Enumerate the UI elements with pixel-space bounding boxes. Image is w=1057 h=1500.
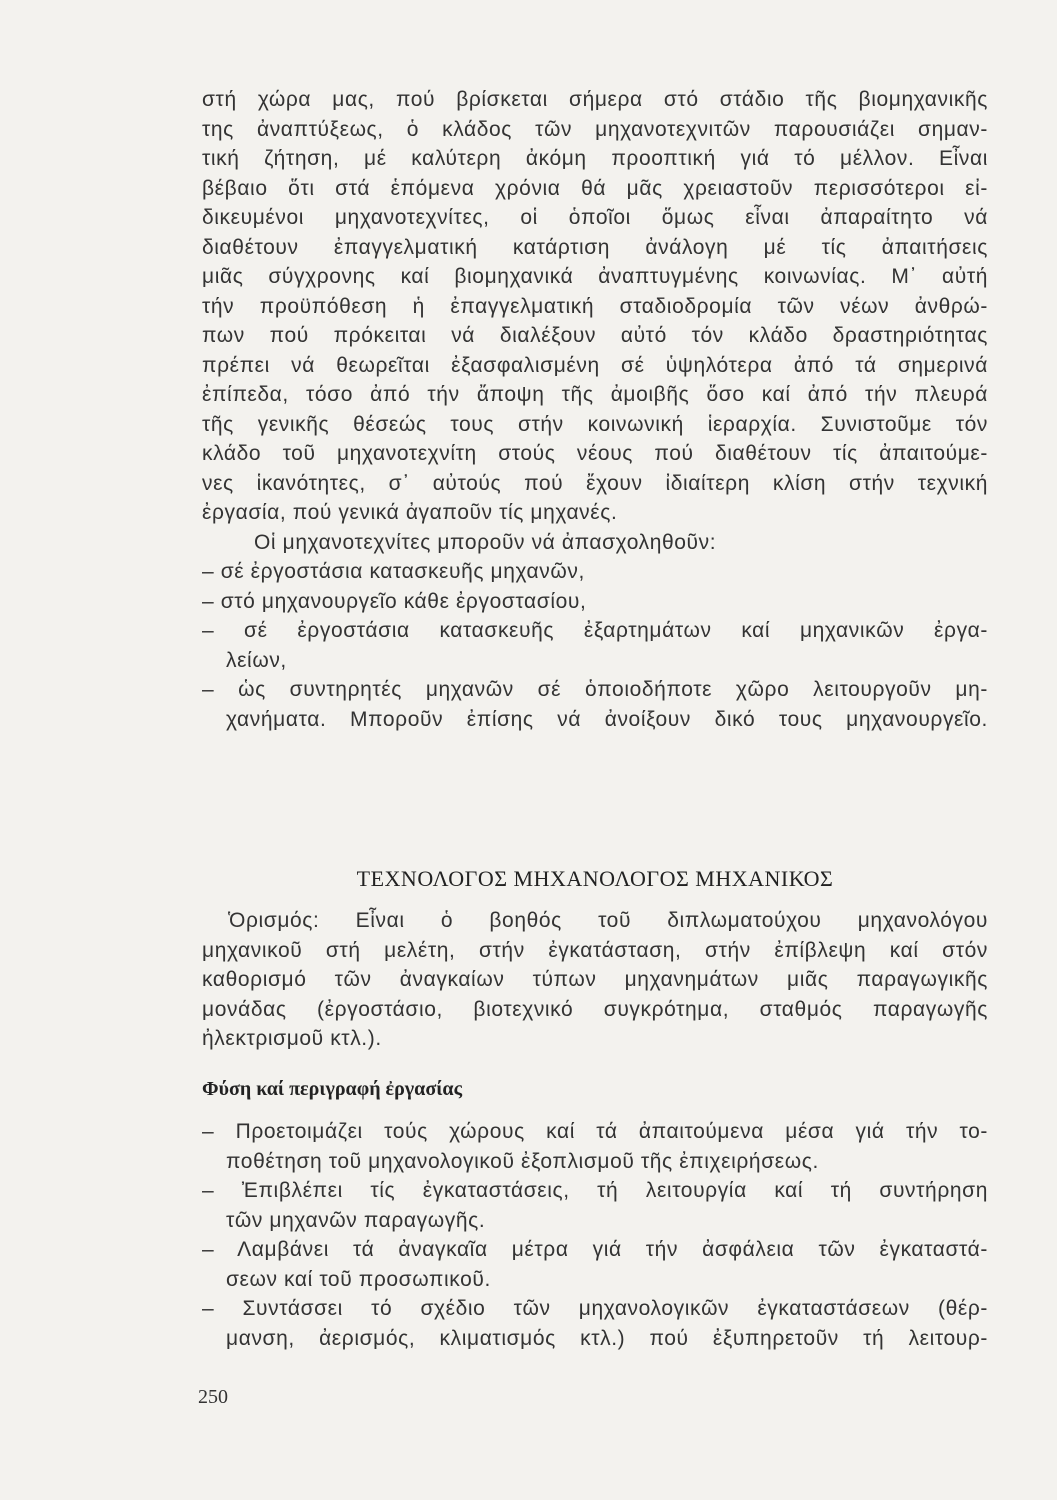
list-item <box>202 1294 988 1353</box>
list-item-line: χανήματα. Μποροῦν ἐπίσης νά ἀνοίξουν δικό τους μηχανουργεῖο. <box>226 707 988 731</box>
list-item-line: σεων καί τοῦ προσωπικοῦ. <box>226 1267 491 1291</box>
list-item <box>202 557 988 587</box>
duties-list <box>202 1117 988 1353</box>
text-line: τική ζήτηση, μέ καλύτερη ἀκόμη προοπτική γιά τό μέλλον. Εἶναι <box>202 147 988 170</box>
list-item-line: – Προετοιμάζει τούς χώρους καί τά ἀπαιτούμενα μέσα γιά τήν το- <box>202 1120 988 1143</box>
list-item-line: – σέ ἐργοστάσια κατασκευῆς μηχανῶν, <box>202 560 585 583</box>
text-line: της ἀναπτύξεως, ὁ κλάδος τῶν μηχανοτεχνιτῶν παρουσιάζει σημαν- <box>202 117 988 141</box>
definition-paragraph <box>202 906 988 1054</box>
text-line: μιᾶς σύγχρονης καί βιομηχανικά ἀναπτυγμένης κοινωνίας. Μ᾽ αὐτή <box>202 265 988 288</box>
text-line: ἠλεκτρισμοῦ κτλ.). <box>202 1027 382 1050</box>
list-item-line: λείων, <box>226 648 287 672</box>
text-line: βέβαιο ὅτι στά ἑπόμενα χρόνια θά μᾶς χρειαστοῦν περισσότεροι εἰ- <box>202 176 988 200</box>
list-item-line: – Λαμβάνει τά ἀναγκαῖα μέτρα γιά τήν ἀσφάλεια τῶν ἐγκαταστά- <box>202 1238 988 1261</box>
employment-intro: Οἱ μηχανοτεχνίτες μποροῦν νά ἀπασχοληθοῦν: <box>254 530 717 554</box>
list-item-line: – στό μηχανουργεῖο κάθε ἐργοστασίου, <box>202 589 587 613</box>
list-item <box>202 675 988 734</box>
text-line: δικευμένοι μηχανοτεχνίτες, οἱ ὁποῖοι ὅμως εἶναι ἀπαραίτητο νά <box>202 206 988 229</box>
subsection-heading: Φύση καί περιγραφή ἐργασίας <box>202 1078 462 1100</box>
text-line: ἐπίπεδα, τόσο ἀπό τήν ἄποψη τῆς ἀμοιβῆς ὅσο καί ἀπό τήν πλευρά <box>202 383 988 406</box>
page-number: 250 <box>198 1386 228 1408</box>
text-line: Ὁρισμός: Εἶναι ὁ βοηθός τοῦ διπλωματούχου μηχανολόγου <box>228 909 988 932</box>
list-item-line: ποθέτηση τοῦ μηχανολογικοῦ ἐξοπλισμοῦ τῆς ἐπιχειρήσεως. <box>226 1149 819 1173</box>
list-item-line: – σέ ἐργοστάσια κατασκευῆς ἐξαρτημάτων καί μηχανικῶν ἐργα- <box>202 619 988 642</box>
list-item <box>202 616 988 675</box>
section-heading: ΤΕΧΝΟΛΟΓΟΣ ΜΗΧΑΝΟΛΟΓΟΣ ΜΗΧΑΝΙΚΟΣ <box>356 866 834 891</box>
text-line: στή χώρα μας, πού βρίσκεται σήμερα στό στάδιο τῆς βιομηχανικῆς <box>202 88 988 111</box>
text-line: μηχανικοῦ στή μελέτη, στήν ἐγκατάσταση, στήν ἐπίβλεψη καί στόν <box>202 938 988 962</box>
text-line: ἐργασία, πού γενικά ἀγαποῦν τίς μηχανές. <box>202 501 618 524</box>
text-line: μονάδας (ἐργοστάσιο, βιοτεχνικό συγκρότημα, σταθμός παραγωγῆς <box>202 997 988 1021</box>
list-item-line: – Συντάσσει τό σχέδιο τῶν μηχανολογικῶν ἐγκαταστάσεων (θέρ- <box>202 1297 988 1320</box>
text-line: διαθέτουν ἐπαγγελματική κατάρτιση ἀνάλογη μέ τίς ἀπαιτήσεις <box>202 235 988 259</box>
text-line: τήν προϋπόθεση ἡ ἐπαγγελματική σταδιοδρομία τῶν νέων ἀνθρώ- <box>202 294 988 318</box>
list-item <box>202 1117 988 1176</box>
list-item-line: – Ἐπιβλέπει τίς ἐγκαταστάσεις, τή λειτουργία καί τή συντήρηση <box>202 1179 988 1202</box>
text-line: νες ἱκανότητες, σ᾽ αὐτούς πού ἔχουν ἰδιαίτερη κλίση στήν τεχνική <box>202 471 988 495</box>
list-item <box>202 587 988 617</box>
text-line: πων πού πρόκειται νά διαλέξουν αὐτό τόν κλάδο δραστηριότητας <box>202 324 988 347</box>
list-item-line: τῶν μηχανῶν παραγωγῆς. <box>226 1208 486 1232</box>
intro-paragraph <box>202 85 988 734</box>
list-item <box>202 1176 988 1235</box>
text-line: κλάδο τοῦ μηχανοτεχνίτη στούς νέους πού διαθέτουν τίς ἀπαιτούμε- <box>202 442 988 465</box>
list-item-line: μανση, ἀερισμός, κλιματισμός κτλ.) πού ἐξυπηρετοῦν τή λειτουρ- <box>226 1326 988 1350</box>
text-line: καθορισμό τῶν ἀναγκαίων τύπων μηχανημάτων μιᾶς παραγωγικῆς <box>202 968 988 991</box>
list-item-line: – ὡς συντηρητές μηχανῶν σέ ὁποιοδήποτε χῶρο λειτουργοῦν μη- <box>202 678 988 701</box>
text-line: πρέπει νά θεωρεῖται ἐξασφαλισμένη σέ ὑψηλότερα ἀπό τά σημερινά <box>202 353 988 377</box>
list-item <box>202 1235 988 1294</box>
text-line: τῆς γενικῆς θέσεώς τους στήν κοινωνική ἱεραρχία. Συνιστοῦμε τόν <box>202 412 988 436</box>
